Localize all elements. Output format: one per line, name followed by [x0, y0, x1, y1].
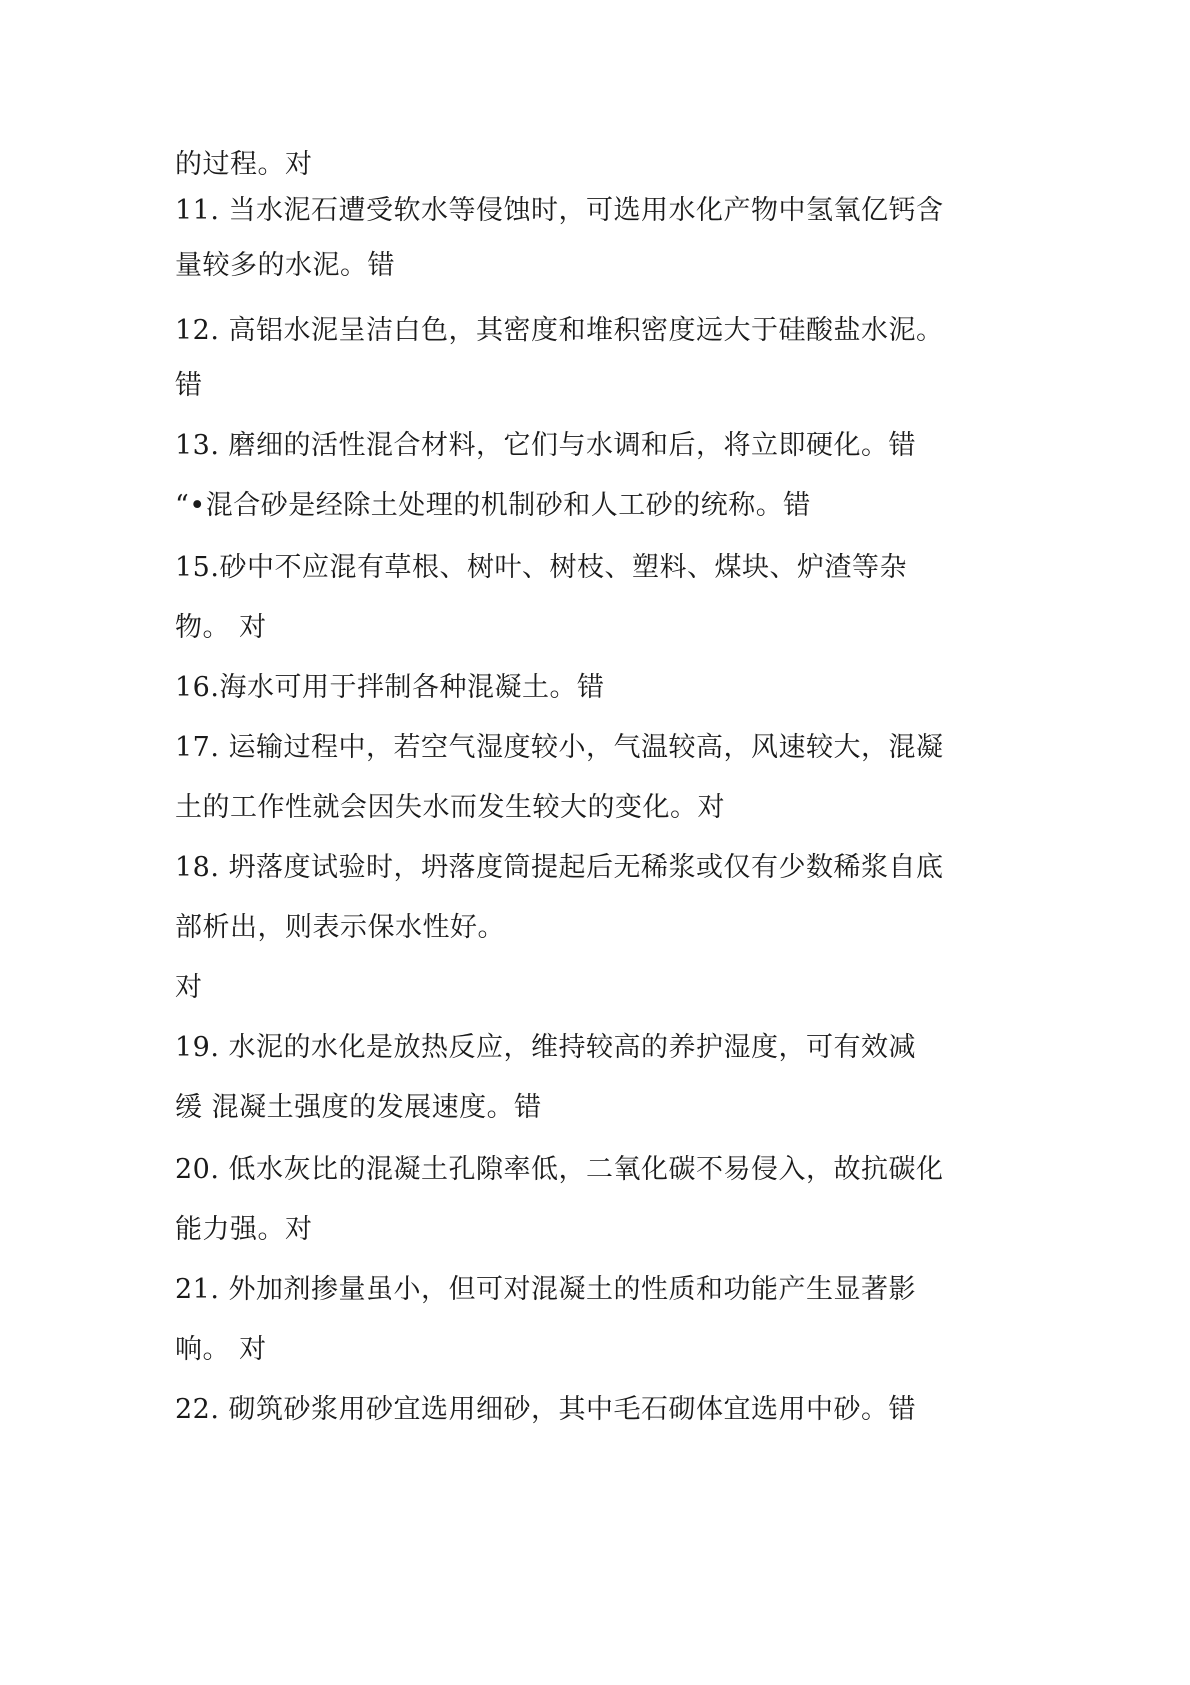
text-line: 19. 水泥的水化是放热反应，维持较高的养护湿度，可有效减	[175, 1032, 917, 1063]
text-line: 土的工作性就会因失水而发生较大的变化。对	[175, 792, 725, 823]
text-line: 15.砂中不应混有草根、树叶、树枝、塑料、煤块、炉渣等杂	[175, 552, 907, 583]
text-line: 物。 对	[175, 612, 267, 643]
text-line: 12. 高铝水泥呈洁白色，其密度和堆积密度远大于硅酸盐水泥。	[175, 315, 944, 346]
text-line: “•混合砂是经除土处理的机制砂和人工砂的统称。错	[175, 490, 811, 521]
text-line: 的过程。对	[175, 149, 313, 180]
text-line: 能力强。对	[175, 1214, 313, 1245]
text-line: 18. 坍落度试验时，坍落度筒提起后无稀浆或仅有少数稀浆自底	[175, 852, 944, 883]
text-line: 17. 运输过程中，若空气湿度较小，气温较高，风速较大，混凝	[175, 732, 944, 763]
text-line: 对	[175, 972, 203, 1003]
text-line: 21. 外加剂掺量虽小，但可对混凝土的性质和功能产生显著影	[175, 1274, 917, 1305]
text-line: 13. 磨细的活性混合材料，它们与水调和后，将立即硬化。错	[175, 430, 917, 461]
text-line: 缓 混凝土强度的发展速度。错	[175, 1092, 542, 1123]
text-line: 量较多的水泥。错	[175, 250, 395, 281]
text-line: 响。 对	[175, 1334, 267, 1365]
text-line: 11. 当水泥石遭受软水等侵蚀时，可选用水化产物中氢氧亿钙含	[175, 195, 944, 226]
text-line: 错	[175, 370, 203, 401]
text-line: 部析出，则表示保水性好。	[175, 912, 505, 943]
text-line: 22. 砌筑砂浆用砂宜选用细砂，其中毛石砌体宜选用中砂。错	[175, 1394, 917, 1425]
text-line: 20. 低水灰比的混凝土孔隙率低，二氧化碳不易侵入，故抗碳化	[175, 1154, 944, 1185]
text-line: 16.海水可用于拌制各种混凝土。错	[175, 672, 605, 703]
